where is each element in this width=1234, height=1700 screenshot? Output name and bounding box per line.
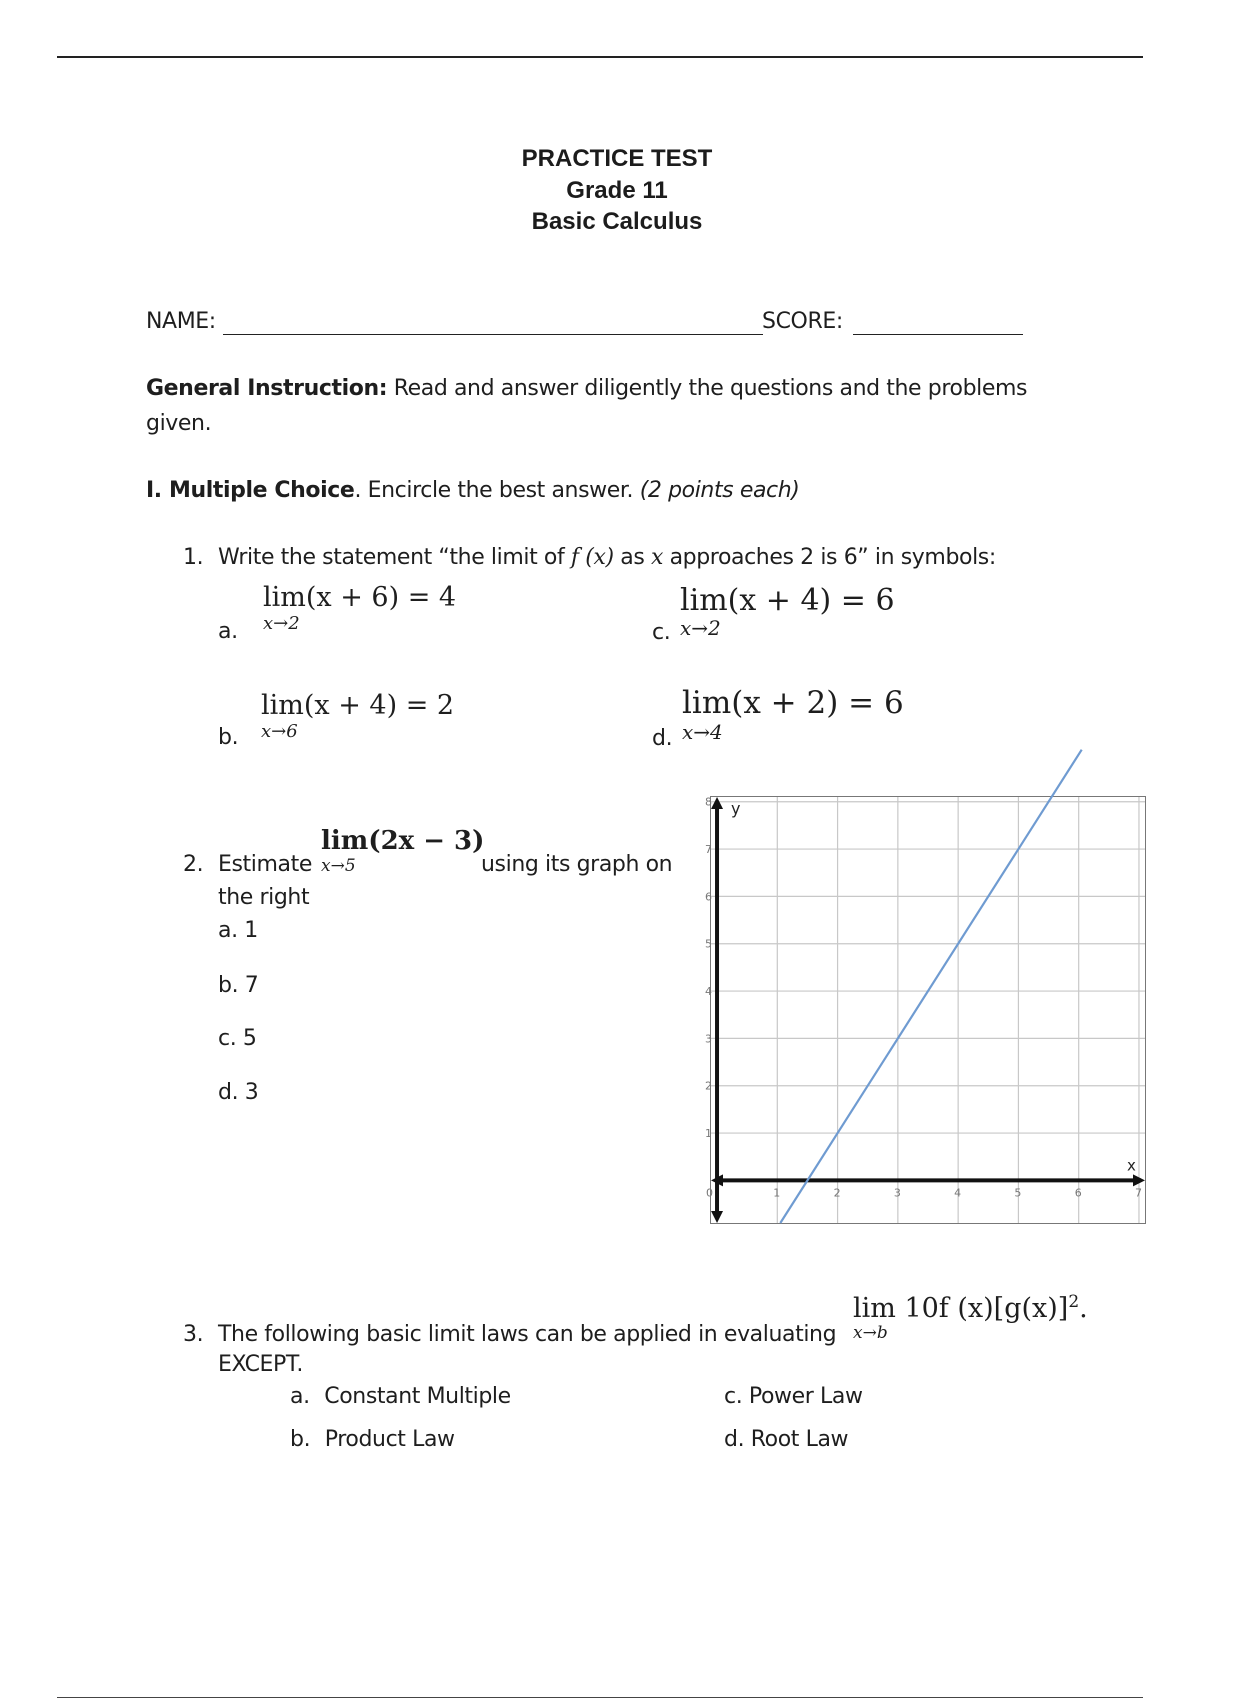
q1-choice-d-sub: x→4 xyxy=(682,720,723,744)
q3-choice-d-letter: d. xyxy=(724,1427,745,1452)
score-field[interactable] xyxy=(853,334,1023,335)
q3-choice-a-label: Constant Multiple xyxy=(324,1384,511,1409)
subject-heading: Basic Calculus xyxy=(531,208,703,235)
q1-text: Write the statement “the limit of xyxy=(218,545,571,570)
q1-choice-d-expr: lim(x + 2) = 6 xyxy=(682,685,904,721)
q1-choice-d-letter: d. xyxy=(652,726,673,751)
x-tick-label-1: 1 xyxy=(773,1186,781,1200)
x-tick-label-2: 2 xyxy=(833,1186,841,1200)
section-heading xyxy=(146,478,799,503)
q1-choice-a-sub: x→2 xyxy=(263,613,300,634)
q3-choice-b-letter: b. xyxy=(290,1427,311,1452)
q1-choice-c-sub: x→2 xyxy=(680,616,721,640)
graph-frame xyxy=(705,795,1146,1224)
limit-graph xyxy=(705,795,1145,1223)
score-label: SCORE: xyxy=(762,309,843,334)
q1-question xyxy=(218,545,996,570)
q3-choice-b-label: Product Law xyxy=(324,1427,455,1452)
q2-choice-d[interactable]: d. 3 xyxy=(218,1080,259,1105)
x-tick-label-6: 6 xyxy=(1074,1186,1082,1200)
instruction-label: General Instruction: xyxy=(146,376,388,401)
y-axis-label: y xyxy=(731,799,741,818)
q1-choice-c-letter: c. xyxy=(652,620,671,645)
q1-text-end: approaches 2 is 6” in symbols: xyxy=(663,545,996,570)
section-text: . Encircle the best answer. xyxy=(354,478,640,503)
q3-choice-c-label: Power Law xyxy=(748,1384,863,1409)
x-axis-label: x xyxy=(1127,1156,1136,1175)
name-field[interactable] xyxy=(223,334,763,335)
general-instruction xyxy=(146,376,1027,401)
q3-choice-c[interactable] xyxy=(724,1384,863,1409)
section-points: (2 points each) xyxy=(639,478,800,503)
q1-choice-b-expr: lim(x + 4) = 2 xyxy=(261,690,455,721)
q3-except: EXCEPT. xyxy=(218,1352,303,1377)
q2-sub: x→5 xyxy=(321,856,356,876)
instruction-text-continued: given. xyxy=(146,411,212,436)
x-tick-label-0: 0 xyxy=(706,1186,714,1200)
test-title: PRACTICE TEST xyxy=(521,145,713,172)
q1-choice-a-expr: lim(x + 6) = 4 xyxy=(263,582,457,613)
q3-sub: x→b xyxy=(853,1323,888,1343)
q3-choice-d-label: Root Law xyxy=(750,1427,849,1452)
x-tick-label-7: 7 xyxy=(1134,1186,1142,1200)
q1-choice-c-expr: lim(x + 4) = 6 xyxy=(680,583,895,618)
series-line-0 xyxy=(780,750,1081,1223)
q3-choice-c-letter: c. xyxy=(724,1384,743,1409)
x-tick-label-5: 5 xyxy=(1014,1186,1022,1200)
q1-fx: f (x) xyxy=(570,545,614,570)
q3-expr: lim 10f (x)[g(x)] xyxy=(853,1293,1069,1324)
q3-choice-d[interactable] xyxy=(724,1427,848,1452)
q2-expr: lim(2x − 3) xyxy=(321,826,485,856)
q1-choice-b-letter: b. xyxy=(218,725,239,750)
y-tick-label-6: 6 xyxy=(705,890,713,904)
q3-choice-a[interactable] xyxy=(290,1384,511,1409)
q3-expr-line xyxy=(853,1292,1088,1324)
q2-text-graph: using its graph on xyxy=(481,852,673,877)
y-tick-label-4: 4 xyxy=(705,985,713,999)
q1-x: x xyxy=(650,545,663,570)
y-tick-label-2: 2 xyxy=(705,1079,713,1093)
y-tick-label-1: 1 xyxy=(705,1127,713,1141)
q3-number: 3. xyxy=(183,1322,204,1347)
y-axis-arrow-up xyxy=(711,797,723,809)
y-axis-arrow-down xyxy=(711,1211,723,1223)
y-tick-label-8: 8 xyxy=(705,795,713,809)
q1-number: 1. xyxy=(183,545,204,570)
q3-choice-a-letter: a. xyxy=(290,1384,310,1409)
grade-heading: Grade 11 xyxy=(566,177,668,204)
q2-choice-c[interactable]: c. 5 xyxy=(218,1026,257,1051)
q2-choice-b[interactable]: b. 7 xyxy=(218,973,259,998)
instruction-text: Read and answer diligently the questions and the problems xyxy=(387,376,1028,401)
q3-text: The following basic limit laws can be applied in evaluating xyxy=(218,1322,837,1347)
q2-text: Estimate xyxy=(218,852,312,877)
q2-choice-a[interactable]: a. 1 xyxy=(218,918,258,943)
name-label: NAME: xyxy=(146,309,216,334)
q3-choice-b[interactable] xyxy=(290,1427,455,1452)
q3-period: . xyxy=(1079,1293,1088,1324)
q1-choice-a-letter: a. xyxy=(218,619,238,644)
q3-exp: 2 xyxy=(1068,1292,1080,1312)
top-rule xyxy=(57,56,1143,58)
y-tick-label-3: 3 xyxy=(705,1032,713,1046)
y-tick-label-5: 5 xyxy=(705,937,713,951)
section-title: I. Multiple Choice xyxy=(146,478,355,503)
x-tick-label-4: 4 xyxy=(954,1186,962,1200)
x-tick-label-3: 3 xyxy=(893,1186,901,1200)
q1-choice-b-sub: x→6 xyxy=(261,721,298,742)
q1-text-as: as xyxy=(613,545,651,570)
q2-text-right: the right xyxy=(218,885,310,910)
y-tick-label-7: 7 xyxy=(705,843,713,857)
bottom-rule xyxy=(57,1697,1143,1698)
q2-number: 2. xyxy=(183,852,204,877)
